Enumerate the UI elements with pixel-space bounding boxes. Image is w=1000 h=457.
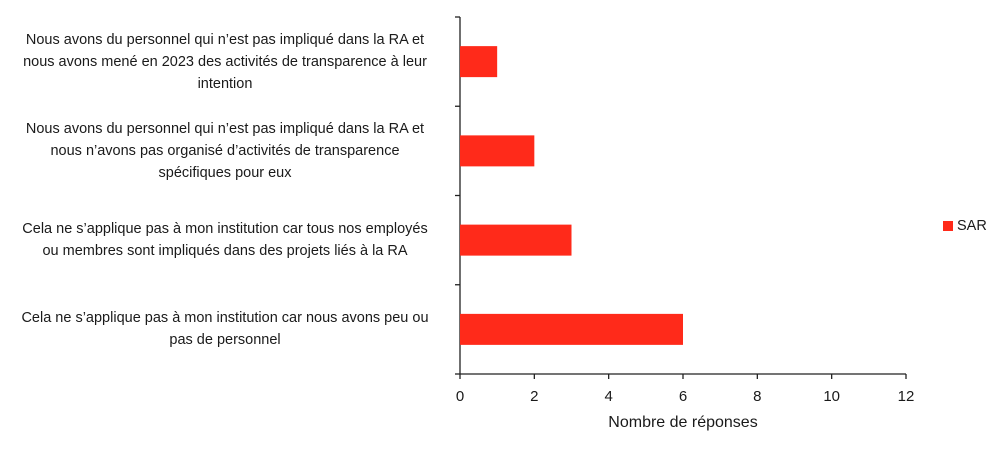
- category-label-line: nous avons mené en 2023 des activités de transparence à leur: [23, 53, 427, 70]
- x-tick-label: 10: [823, 388, 841, 405]
- x-axis-title: Nombre de réponses: [608, 414, 758, 431]
- bar-4: [460, 314, 683, 345]
- category-label: [0, 29, 450, 95]
- bar-2: [460, 135, 534, 166]
- category-label-line: Nous avons du personnel qui n’est pas impliqué dans la RA et: [25, 31, 425, 48]
- bar-1: [460, 46, 497, 77]
- category-label-line: pas de personnel: [169, 332, 281, 349]
- x-tick-label: 4: [604, 388, 613, 405]
- category-label: [0, 218, 450, 262]
- x-tick-label: 8: [753, 388, 762, 405]
- category-label: [0, 118, 450, 184]
- x-tick-label: 2: [530, 388, 539, 405]
- category-label-line: intention: [197, 75, 253, 92]
- category-label-line: nous n’avons pas organisé d’activités de transparence: [50, 142, 400, 159]
- category-label-line: Cela ne s’applique pas à mon institution car tous nos employés: [22, 221, 428, 238]
- category-label-line: Cela ne s’applique pas à mon institution car nous avons peu ou: [21, 310, 429, 327]
- category-label: [0, 307, 450, 351]
- x-tick-label: 0: [455, 388, 465, 405]
- category-label-line: Nous avons du personnel qui n’est pas impliqué dans la RA et: [25, 120, 425, 137]
- legend-swatch-sar: [943, 221, 953, 231]
- legend-label-sar: SAR: [957, 218, 987, 234]
- bar-3: [460, 225, 572, 256]
- category-label-line: ou membres sont impliqués dans des projets liés à la RA: [42, 243, 408, 260]
- x-tick-label: 12: [897, 388, 915, 405]
- legend: [943, 218, 987, 234]
- x-tick-label: 6: [678, 388, 688, 405]
- category-label-line: spécifiques pour eux: [158, 164, 292, 181]
